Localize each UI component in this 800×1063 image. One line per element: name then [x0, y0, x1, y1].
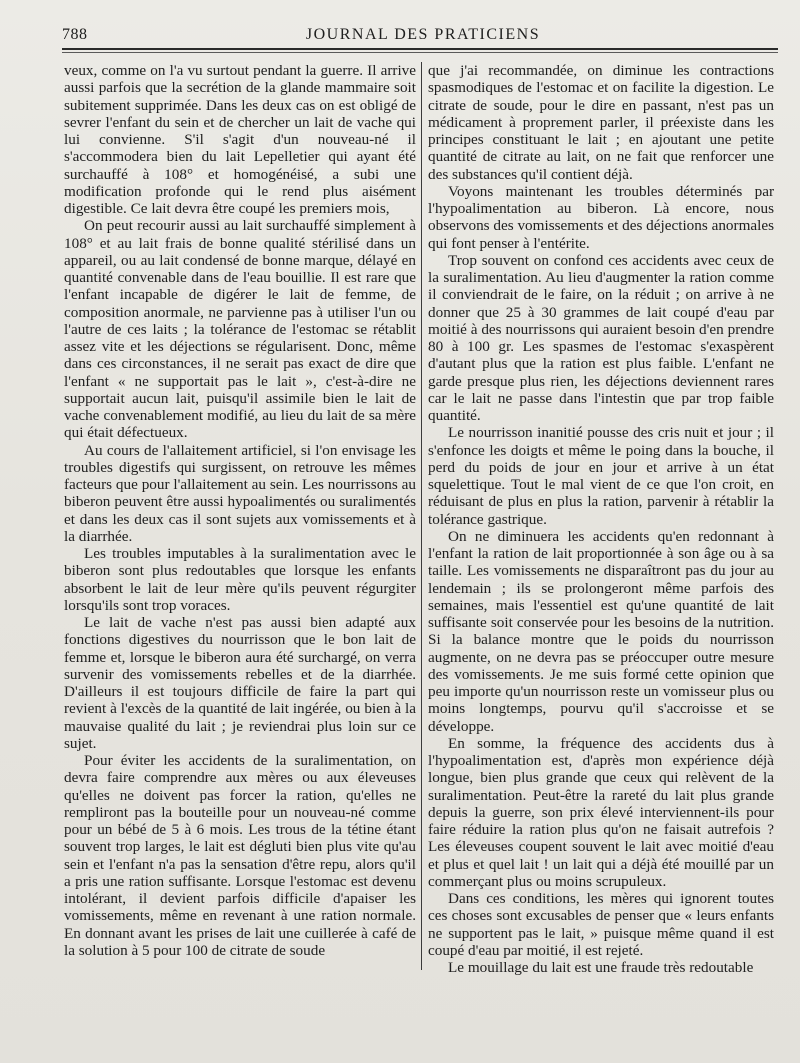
right-paragraph-2: Voyons maintenant les troubles déterminés par l'hypoalimentation au biberon. Là encore, nous observons des vomissements et des déjections anormales qui font penser à l'entérite. [428, 182, 774, 252]
left-paragraph-5: Le lait de vache n'est pas aussi bien adapté aux fonctions digestives du nourrisson que le bon lait de femme et, lorsque le biberon aura été surchargé, on verra survenir des vomissements rebelles et de la diarrhée. D'ailleurs il est toujours difficile de faire la part qui revient à l'excès de la quantité de lait ingérée, ou bien à la mauvaise qualité du lait ; je reviendrai plus loin sur ce sujet. [64, 614, 416, 752]
column-divider [421, 62, 422, 970]
right-paragraph-7: Dans ces conditions, les mères qui ignorent toutes ces choses sont excusables de penser que « leurs enfants ne supportent pas le lait, » puisque même quand il est coupé d'eau par moitié, il est rejeté. [428, 890, 774, 959]
right-paragraph-6: En somme, la fréquence des accidents dus à l'hypoalimentation est, d'après mon expérience déjà longue, bien plus grande que ceux qui relèvent de la suralimentation. Peut-être la rareté du lait plus grande depuis la guerre, son prix élevé interviennent-ils pour faire réduire la ration plus qu'on ne faisait autrefois ? Les éleveuses coupent souvent le lait avec moitié d'eau et plus et quel lait ! un lait qui a déjà été mouillé par un commerçant plus ou moins scrupuleux. [428, 734, 774, 890]
page-number: 788 [62, 26, 88, 43]
left-paragraph-3: Au cours de l'allaitement artificiel, si l'on envisage les troubles digestifs qui surgissent, on retrouve les mêmes facteurs que pour l'allaitement au sein. Les nourrissons au biberon peuvent être aussi hypoalimentés ou suralimentés et dans les deux cas il sont sujets aux vomissements et à la diarrhée. [64, 441, 416, 545]
right-paragraph-4: Le nourrisson inanitié pousse des cris nuit et jour ; il s'enfonce les doigts et même le poing dans la bouche, il perd du poids de jour en jour et arrive à un état squelettique. Tout le mal vient de ce que l'on croit, en réduisant de plus en plus la ration, parvenir à rétablir la tolérance gastrique. [428, 424, 774, 528]
left-paragraph-1: veux, comme on l'a vu surtout pendant la guerre. Il arrive aussi parfois que la secrétion de la glande mammaire soit subitement supprimée. Dans les deux cas on est obligé de sevrer l'enfant du sein et de chercher un lait de vache qui lui convienne. S'il s'agit d'un nouveau-né il s'accommodera bien du lait Lepelletier qui ayant été surchauffé à 108° et homogénéisé, a subi une modification profonde qui le rend plus aisément digestible. Ce lait devra être coupé les premiers mois, [64, 62, 416, 217]
right-paragraph-5: On ne diminuera les accidents qu'en redonnant à l'enfant la ration de lait proportionnée à son âge ou à sa taille. Les vomissements ne disparaîtront pas du jour au lendemain ; ils se prolongeront même parfois des semaines, mais l'essentiel est qu'une quantité de lait suffisante soit conservée pour les besoins de la nutrition. Si la balance montre que le poids du nourrisson augmente, on ne devra pas se préoccuper outre mesure des vomissements. Je me suis formé cette opinion que peu importe qu'un nourrisson reste un vomisseur plus ou moins longtemps, pourvu qu'il s'accroisse et se développe. [428, 527, 774, 735]
left-paragraph-6: Pour éviter les accidents de la suralimentation, on devra faire comprendre aux mères ou aux éleveuses qu'elles ne doivent pas forcer la ration, qu'elles ne rempliront pas la bouteille pour un nouveau-né comme pour un bébé de 5 à 6 mois. Les trous de la tétine étant souvent trop larges, le lait est dégluti bien plus vite qu'au sein et l'enfant n'a pas la sensation d'être repu, alors qu'il a pris une ration suffisante. Lorsque l'estomac est devenu intolérant, il devient parfois difficile d'apaiser les vomissements, même en revenant à une ration normale. En donnant avant les prises de lait une cuillerée à café de la solution à 5 pour 100 de citrate de soude [64, 752, 416, 959]
right-column [428, 62, 774, 976]
right-paragraph-3: Trop souvent on confond ces accidents avec ceux de la suralimentation. Au lieu d'augmenter la ration comme il conviendrait de le faire, on la réduit ; on arrive à ne donner que 25 à 30 grammes de lait coupé d'eau par moitié à des nourrissons qui auraient besoin d'en prendre 80 à 100 gr. Les spasmes de l'estomac s'exaspèrent d'autant plus que la ration est plus faible. L'enfant ne garde presque plus rien, les déjections deviennent rares car le lait ne passe dans l'intestin que par trop faible quantité. [428, 251, 774, 424]
right-paragraph-8: Le mouillage du lait est une fraude très redoutable [448, 959, 754, 976]
left-paragraph-2: On peut recourir aussi au lait surchauffé simplement à 108° et au lait frais de bonne qualité stérilisé dans un appareil, ou au lait condensé de bonne marque, délayé en quantité convenable dans de l'eau bouillie. Il est rare que l'enfant incapable de digérer le lait de femme, de composition anormale, ne parvienne pas à utiliser l'un ou l'autre de ces laits ; la tolérance de l'estomac se rétablit assez vite et les déjections se régularisent. Donc, même dans ces circonstances, il ne serait pas exact de dire que l'enfant « ne supportait pas le lait », c'est-à-dire ne supportait aucun lait, puisqu'il assimile bien le lait de vache convenablement modifié, au lieu du lait de sa mère qui était défectueux. [64, 217, 416, 442]
page-header [62, 22, 774, 46]
header-rule-thick [62, 48, 778, 50]
right-paragraph-1: que j'ai recommandée, on diminue les contractions spasmodiques de l'estomac et on facilite la digestion. Le citrate de soude, pour le dire en passant, n'est pas un médicament à proprement parler, il préexiste dans les principes constituant le lait ; en ajoutant une petite quantité de citrate au lait, on ne fait que renforcer une des substances qu'il contient déjà. [428, 62, 774, 183]
journal-title: JOURNAL DES PRATICIENS [305, 26, 541, 43]
left-paragraph-4: Les troubles imputables à la suralimentation avec le biberon sont plus redoutables que lorsque les enfants absorbent le lait de leur mère qu'ils peuvent régurgiter lorsqu'ils sont trop voraces. [64, 545, 416, 614]
header-rule-thin [62, 52, 778, 53]
left-column [64, 62, 416, 959]
